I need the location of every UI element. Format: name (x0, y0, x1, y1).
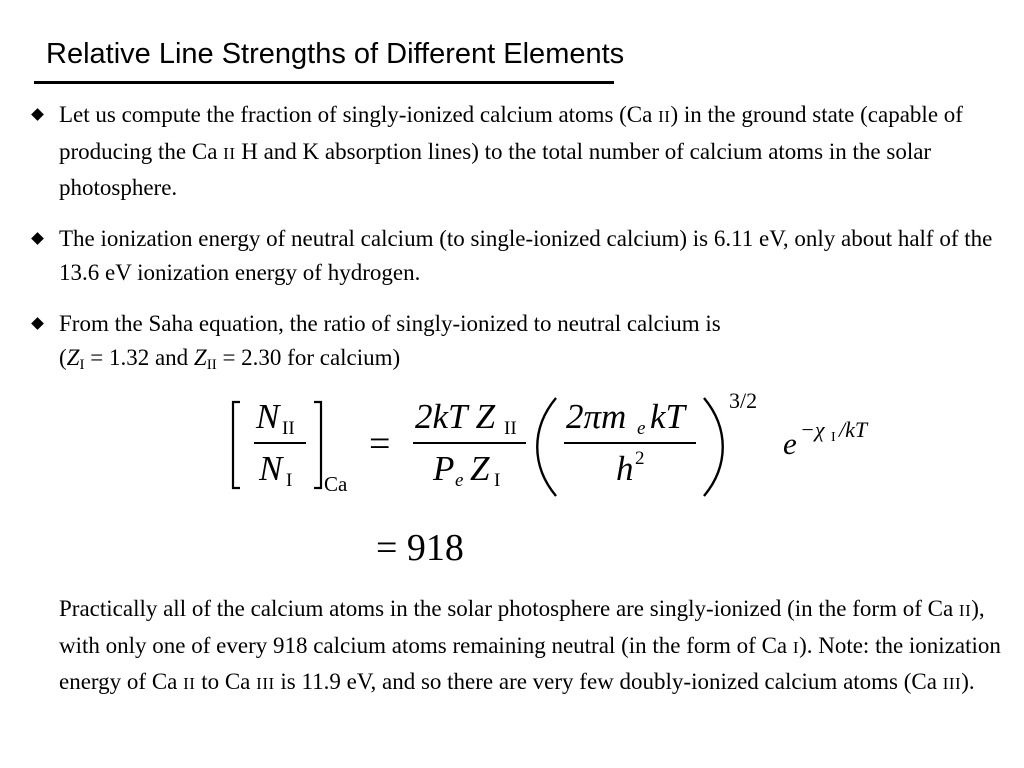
n-i-symbol: N (259, 449, 283, 488)
text-run: = 2.30 for calcium) (216, 345, 401, 370)
text-run: ). Note: the ionization energy of Ca (59, 632, 1001, 694)
z-i-subscript: I (494, 470, 501, 491)
text-run: H and K absorption lines) to the total number of calcium atoms in the solar photosphere. (59, 138, 932, 200)
text-run: ) in the ground state (capable of producing the Ca (59, 102, 963, 164)
ion-label: I (792, 637, 800, 657)
ion-label: II (658, 107, 671, 126)
slide-title: Relative Line Strengths of Different Elements (46, 38, 625, 70)
title-underline (34, 81, 614, 84)
bullet-text (59, 307, 1000, 383)
text-run: Let us compute the fraction of singly-ionized calcium atoms (Ca (59, 102, 659, 127)
text-run: to Ca (195, 669, 257, 694)
ion-label: II (958, 601, 972, 620)
bullet-list (30, 98, 1000, 399)
subscript: II (206, 357, 217, 373)
ca-subscript: Ca (324, 472, 348, 496)
planck-symbol: h (616, 449, 634, 488)
pressure-symbol: P (433, 449, 455, 488)
ion-label: III (256, 674, 275, 693)
saha-equation (226, 384, 906, 574)
right-bracket (314, 402, 321, 488)
electron-subscript: e (455, 470, 464, 491)
h-exponent: 2 (635, 448, 645, 469)
equals-sign: = (369, 423, 391, 465)
exp-base: e (783, 426, 797, 461)
exp-over-kt: /kT (839, 417, 868, 442)
text-run: From the Saha equation, the ratio of singly-ionized to neutral calcium is (59, 310, 721, 336)
text-run: ( (59, 345, 67, 370)
bullet-text (59, 98, 1000, 206)
text-run: ), with only one of every 918 calcium atoms remaining neutral (in the form of Ca (59, 596, 985, 658)
result-value: = 918 (376, 527, 464, 569)
n-i-subscript: I (286, 470, 293, 491)
numerator-2pi-m: 2πm (566, 397, 627, 436)
left-paren (537, 398, 556, 496)
diamond-bullet-icon (31, 317, 44, 330)
conclusion-paragraph (59, 592, 1004, 702)
bullet-text: The ionization energy of neutral calcium (to single-ionized calcium) is 6.11 eV, only about half of the 13.6 eV ionization energy of hydrogen. (59, 225, 993, 285)
text-run: ). (961, 669, 975, 694)
bullet-item (30, 222, 1000, 291)
chi-subscript: I (831, 430, 836, 445)
n-ii-subscript: II (282, 418, 295, 439)
power-exponent: 3/2 (729, 388, 758, 413)
exp-minus-chi: −χ (800, 417, 825, 442)
subscript: I (79, 357, 85, 373)
mass-subscript: e (637, 418, 646, 439)
text-run: = 1.32 and (84, 345, 194, 370)
ion-label: III (942, 674, 962, 693)
z-i-symbol: Z (470, 449, 490, 488)
diamond-bullet-icon (31, 232, 44, 245)
n-ii-symbol: N (256, 397, 280, 436)
bullet-item (30, 98, 1000, 206)
bullet-item (30, 307, 1000, 383)
partition-symbol: Z (66, 345, 80, 370)
diamond-bullet-icon (31, 108, 44, 121)
right-paren (704, 398, 723, 496)
left-bracket (233, 402, 240, 488)
numerator-2kt-z: 2kT Z (415, 397, 496, 436)
ion-label: II (223, 143, 236, 163)
numerator-kt: kT (650, 397, 685, 436)
ion-label: II (183, 674, 196, 693)
text-run: Practically all of the calcium atoms in the solar photosphere are singly-ionized (in the form of Ca (59, 596, 959, 621)
partition-symbol: Z (193, 345, 207, 370)
text-run: is 11.9 eV, and so there are very few doubly-ionized calcium atoms (Ca (274, 669, 943, 694)
z-ii-subscript: II (504, 418, 517, 439)
